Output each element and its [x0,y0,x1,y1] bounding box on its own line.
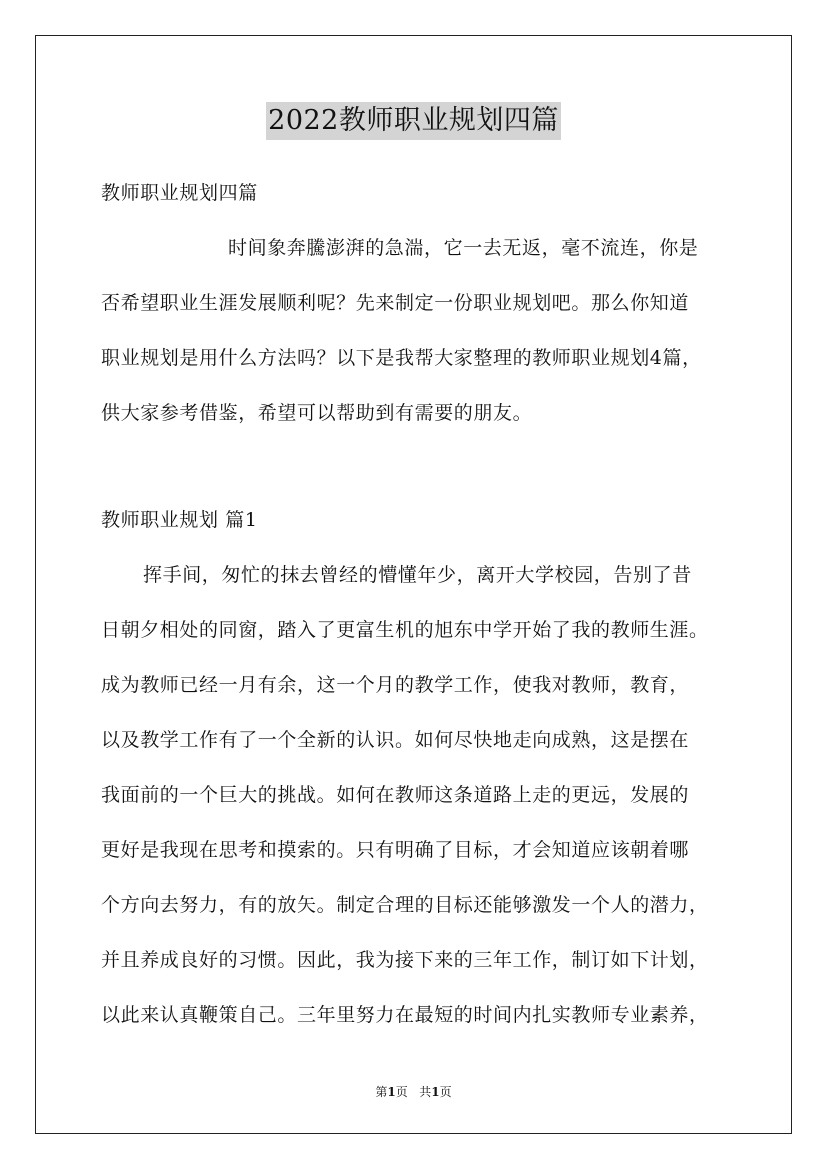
title-container [0,102,827,140]
intro-line: 时间象奔騰澎湃的急湍，它一去无返，毫不流连，你是 [228,237,699,259]
body-line: 日朝夕相处的同窗，踏入了更富生机的旭东中学开始了我的教师生涯。 [101,619,709,641]
intro-line: 否希望职业生涯发展顺利呢？先来制定一份职业规划吧。那么你知道 [101,292,690,314]
section-heading: 教师职业规划 篇1 [101,509,258,531]
intro-line: 职业规划是用什么方法吗？以下是我帮大家整理的教师职业规划4篇， [101,347,702,369]
intro-line: 供大家参考借鉴，希望可以帮助到有需要的朋友。 [101,402,533,424]
footer-page-prefix: 第 [375,1085,388,1099]
body-line: 个方向去努力，有的放矢。制定合理的目标还能够激发一个人的潜力， [101,894,709,916]
body-line: 成为教师已经一月有余，这一个月的教学工作，使我对教师，教育， [101,674,690,696]
body-line: 以此来认真鞭策自己。三年里努力在最短的时间内扎实教师专业素养， [101,1004,709,1026]
document-subtitle: 教师职业规划四篇 [101,182,258,204]
footer-page-number: 1 [387,1085,396,1099]
body-line: 并且养成良好的习惯。因此，我为接下来的三年工作，制订如下计划， [101,949,709,971]
body-line: 挥手间，匆忙的抹去曾经的懵懂年少，离开大学校园，告别了昔 [143,564,692,586]
footer-page-suffix: 页 [395,1085,408,1099]
footer-total-suffix: 页 [439,1085,452,1099]
page-footer [0,1084,827,1100]
footer-total-prefix: 共 [419,1085,432,1099]
footer-total-number: 1 [431,1085,440,1099]
document-title: 2022教师职业规划四篇 [266,102,561,140]
body-line: 我面前的一个巨大的挑战。如何在教师这条道路上走的更远，发展的 [101,784,690,806]
body-line: 更好是我现在思考和摸索的。只有明确了目标，才会知道应该朝着哪 [101,839,690,861]
body-line: 以及教学工作有了一个全新的认识。如何尽快地走向成熟，这是摆在 [101,729,690,751]
